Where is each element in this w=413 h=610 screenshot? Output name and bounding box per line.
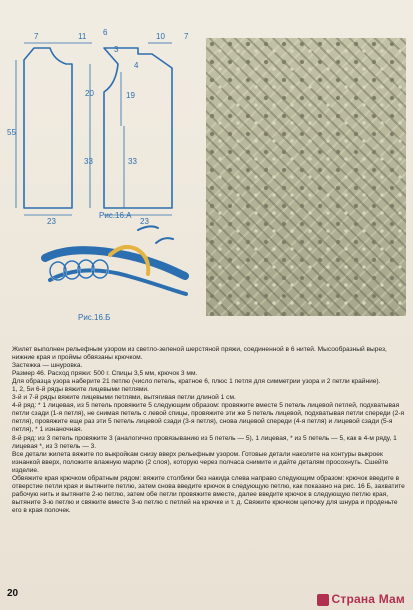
site-watermark: [317, 592, 406, 606]
dim-7: 7: [34, 32, 39, 41]
crochet-illustration: [45, 226, 186, 294]
paragraph: Размер 46. Расход пряжи: 500 г. Спицы 3,5 мм, крючок 3 мм.: [12, 370, 198, 378]
dim-7b: 7: [184, 32, 189, 41]
fig-b-label: Рис.16.Б: [78, 313, 111, 322]
dim-11: 11: [78, 32, 87, 41]
watermark-text: Страна Мам: [331, 592, 405, 606]
dim-33b: 33: [128, 157, 137, 166]
page-number: 20: [7, 588, 19, 599]
paragraph: Для образца узора наберите 21 петлю (число петель, кратное 6, плюс 1 петля для симметрии узора и 2 петли крайние).: [12, 378, 381, 386]
watermark-logo-icon: [317, 594, 329, 606]
dim-10: 10: [156, 32, 165, 41]
instructions-text: [12, 346, 406, 515]
knitted-pattern-photo: [206, 38, 406, 316]
dim-23b: 23: [140, 217, 149, 226]
paragraph: 1, 2, 5и 6-й ряды вяжите лицевыми петлями.: [12, 386, 149, 394]
paragraph: Обвяжите края крючком обратным рядом: вяжите столбики без накида слева направо следующим образом: крючок введите в отверстие петли края и вытяните петлю, затем снова введите крючок в следующую петлю, как показано на рис. 16 Б, захватите рабочую нить и вытяните 2-ю петлю, затем обе петли провяжите вместе, далее введите крючок в следующую петлю края, вытяните 3-ю петлю и свяжите вместе 3-ю петлю с петлей на крючке и т. д. Свяжите крючком цепочку для шнура и проденьте его в края полочек.: [12, 474, 405, 514]
dim-20: 20: [85, 89, 94, 98]
dim-19: 19: [126, 91, 135, 100]
fig-a-label: Рис.16.А: [99, 211, 132, 220]
paragraph: 4-й ряд: * 1 лицевая, из 5 петель провяжите 5 следующим образом: провяжите вместе 5 петель лицевой петлей, подхватывая петли сзади (1-я петля), не снимая петель с левой спицы, провяжите эти же 5 петель лицевой, подхватывая петли спереди (2-я петля), провяжите еще раз эти 5 петель лицевой сзади (3-я петля), снова лицевой спереди (4-я петля) и лицевой сзади (5-я петля), * 1 изнаночная.: [12, 402, 405, 434]
paragraph: Застежка — шнуровка.: [12, 362, 83, 370]
dim-6: 6: [103, 28, 108, 37]
dim-23: 23: [47, 217, 56, 226]
paragraph: Жилет выполнен рельефным узором из светло-зеленой шерстяной пряжи, соединенной в 6 нитей. Мысообразный вырез, нижние края и проймы обвязаны крючком.: [12, 346, 387, 362]
paragraph: 8-й ряд: из 3 петель провяжите 3 (аналогично провязыванию из 5 петель — 5), 1 лицевая, * из 5 петель — 5, как в 4-м ряду, 1 лицевая *, из 3 петель — 3.: [12, 434, 397, 450]
dim-3: 3: [114, 45, 119, 54]
dim-4: 4: [134, 61, 139, 70]
paragraph: Все детали жилета вяжите по выкройкам снизу вверх рельефным узором. Готовые детали наколите на контуры выкроек изнанкой вверх, положите влажную марлю (2 слоя), которую через полчаса снимите и дайте деталям просохнуть. Сшейте изделие.: [12, 450, 389, 474]
pattern-diagram: [0, 0, 205, 340]
dim-55: 55: [7, 128, 16, 137]
paragraph: 3-й и 7-й ряды вяжите лицевыми петлями, вытягивая петли длиной 1 см.: [12, 394, 236, 402]
dim-33: 33: [84, 157, 93, 166]
